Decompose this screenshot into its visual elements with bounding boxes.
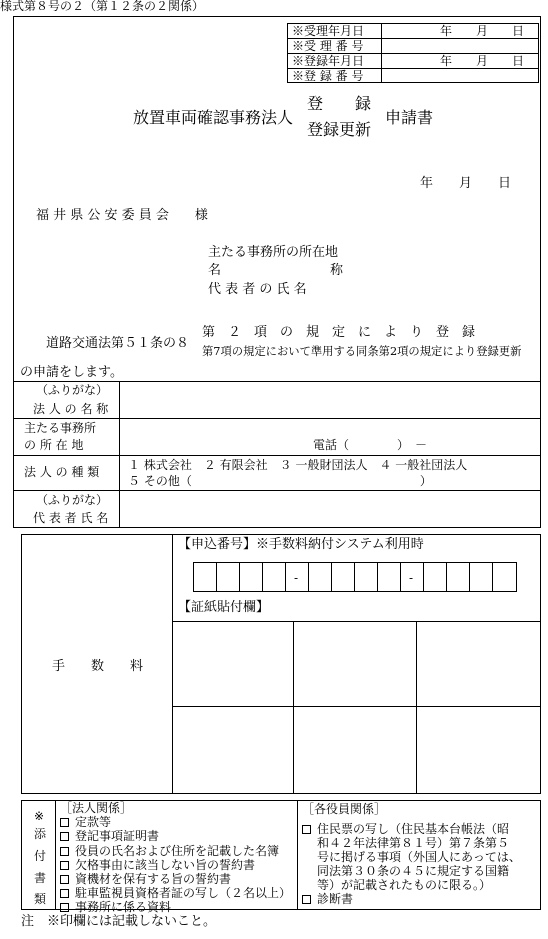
addressee: 福 井 県 公 安 委 員 会 様 xyxy=(36,208,208,223)
office-label-received-date: ※受理年月日 xyxy=(292,24,365,38)
corp-doc-item[interactable]: 駐車監視員資格者証の写し（２名以上） xyxy=(60,887,291,899)
attachments-side-1: ※ xyxy=(34,809,45,823)
checkbox-icon[interactable] xyxy=(302,825,311,834)
form-frame xyxy=(13,16,541,528)
app-no-dash-1: - xyxy=(294,571,299,585)
applicant-rep-label: 代 表 者 の 氏 名 xyxy=(208,282,307,297)
application-date: 年 月 日 xyxy=(420,176,512,191)
office-value-reg-date: 年 月 日 xyxy=(440,54,525,68)
officer-doc-item[interactable]: 診断書 xyxy=(302,893,353,905)
officer-doc-note: 号に掲げる事項（外国人にあっては、 xyxy=(317,850,521,864)
title-option-register: 登 録 xyxy=(307,94,372,113)
attachments-side-4: 書 xyxy=(34,871,47,885)
applicant-name-label-b: 称 xyxy=(330,263,344,278)
checkbox-icon[interactable] xyxy=(60,818,69,827)
checkbox-icon[interactable] xyxy=(60,861,69,870)
row-corp-name: 法 人 の 名 称 xyxy=(33,402,109,416)
attachments-side-3: 付 xyxy=(34,849,47,863)
row-corp-type: 法 人 の 種 類 xyxy=(24,465,100,479)
office-label-received-no: ※受 理 番 号 xyxy=(292,39,364,53)
applicant-name-label-a: 名 xyxy=(208,263,222,278)
corp-doc-item[interactable]: 事務所に係る資料 xyxy=(60,901,171,913)
applicant-address-label: 主たる事務所の所在地 xyxy=(208,245,339,260)
office-label-reg-date: ※登録年月日 xyxy=(292,54,365,68)
law-tail: の申請をします。 xyxy=(20,365,123,380)
office-value-received-date: 年 月 日 xyxy=(440,24,525,38)
row-office-a: 主たる事務所 xyxy=(24,421,97,435)
stamp-area-label: 【証紙貼付欄】 xyxy=(178,600,270,615)
checkbox-icon[interactable] xyxy=(60,832,69,841)
title-suffix: 申請書 xyxy=(385,108,434,127)
checkbox-icon[interactable] xyxy=(302,895,311,904)
law-prefix: 道路交通法第５１条の８ xyxy=(46,336,190,351)
row-office-b: の 所 在 地 xyxy=(24,438,84,452)
checkbox-icon[interactable] xyxy=(60,889,69,898)
footer-note: 注 ※印欄には記載しないこと。 xyxy=(21,914,217,929)
phone-field[interactable]: 電話（ ） － xyxy=(313,438,428,452)
application-number-label: 【申込番号】※手数料納付システム利用時 xyxy=(178,537,424,552)
row-rep-kana: （ふりがな） xyxy=(36,493,109,507)
corp-doc-item[interactable]: 定款等 xyxy=(60,816,111,828)
checkbox-icon[interactable] xyxy=(60,875,69,884)
row-rep-name: 代 表 者 氏 名 xyxy=(33,511,109,525)
corp-doc-item[interactable]: 役員の氏名および住所を記載した名簿 xyxy=(60,845,279,857)
officer-doc-note: 同法第３０条の４５に規定する国籍 xyxy=(317,864,510,878)
law-line-renew: 第7項の規定において準用する同条第2項の規定により登録更新 xyxy=(202,345,522,358)
row-corp-name-kana: （ふりがな） xyxy=(36,383,109,397)
fee-label: 手 数 料 xyxy=(52,659,144,674)
checkbox-icon[interactable] xyxy=(60,847,69,856)
corp-doc-item[interactable]: 欠格事由に該当しない旨の誓約書 xyxy=(60,859,255,871)
officer-doc-item[interactable]: 住民票の写し（住民基本台帳法（昭 xyxy=(302,823,509,835)
corp-type-options-2[interactable]: ５ その他（ ） xyxy=(128,474,432,488)
app-no-dash-2: - xyxy=(409,571,414,585)
attachments-side-2: 添 xyxy=(34,827,47,841)
corp-doc-item[interactable]: 資機材を保有する旨の誓約書 xyxy=(60,873,231,885)
office-label-reg-no: ※登 録 番 号 xyxy=(292,69,364,83)
checkbox-icon[interactable] xyxy=(60,903,69,912)
form-number: 様式第８号の２（第１２条の２関係） xyxy=(0,0,205,13)
officer-doc-note: 等）が記載されたものに限る。） xyxy=(317,878,492,892)
corp-docs-heading: ［法人関係］ xyxy=(60,801,133,815)
title-main: 放置車両確認事務法人 xyxy=(133,108,294,127)
officer-doc-note: 和４２年法律第８１号）第７条第５ xyxy=(317,836,510,850)
attachments-side-5: 類 xyxy=(34,892,47,906)
corp-doc-item[interactable]: 登記事項証明書 xyxy=(60,830,159,842)
corp-type-options-1[interactable]: １ 株式会社 ２ 有限会社 ３ 一般財団法人 ４ 一般社団法人 xyxy=(128,458,468,472)
officer-docs-heading: ［各役員関係］ xyxy=(302,802,387,816)
title-option-renew: 登録更新 xyxy=(307,120,372,139)
law-line-register: 第 ２ 項 の 規 定 に よ り 登 録 xyxy=(202,325,476,340)
